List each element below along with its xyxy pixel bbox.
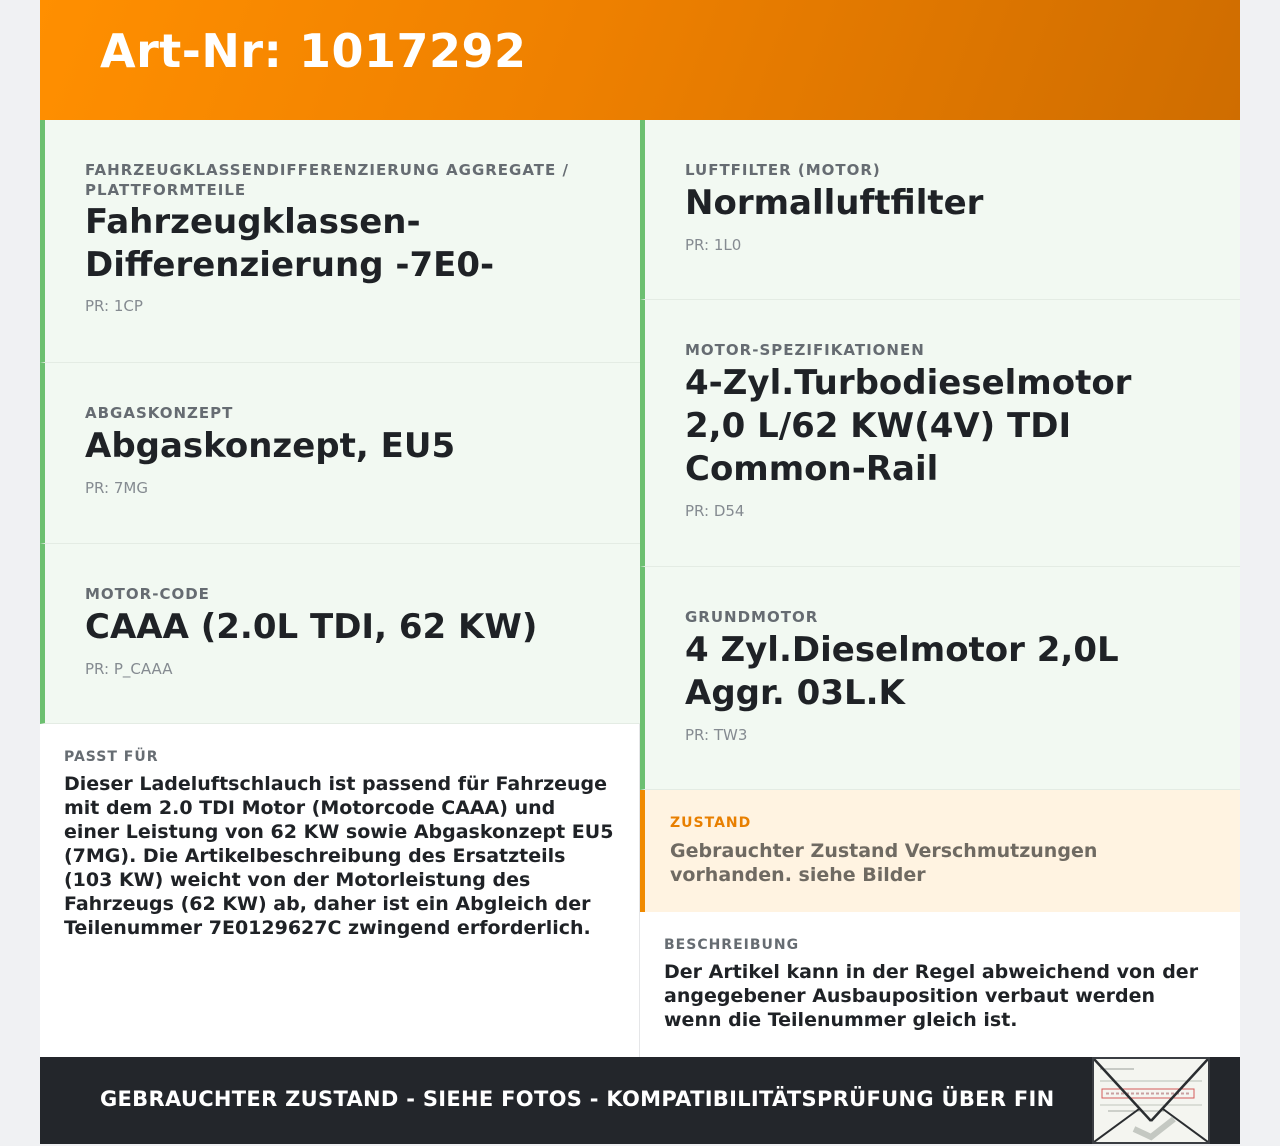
description-section — [640, 936, 1240, 1056]
spec-value: 4 Zyl.Dieselmotor 2,0L Aggr. 03L.K — [685, 630, 1119, 713]
spec-pr-code: PR: 1CP — [85, 297, 143, 315]
spec-card-platform — [40, 120, 640, 363]
listing-page — [40, 0, 1240, 1144]
fits-section — [40, 748, 639, 1048]
condition-section — [640, 790, 1240, 912]
spec-label: ABGASKONZEPT — [85, 404, 234, 422]
spec-card-base-engine — [640, 567, 1240, 790]
spec-value: CAAA (2.0L TDI, 62 KW) — [85, 607, 538, 647]
spec-pr-code: PR: 7MG — [85, 479, 148, 497]
spec-card-motor-spec — [640, 300, 1240, 567]
document-image-icon — [1094, 1059, 1208, 1142]
spec-value: Normalluftfilter — [685, 183, 984, 223]
spec-label: MOTOR-SPEZIFIKATIONEN — [685, 341, 925, 359]
spec-value: Fahrzeugklassen-Differenzierung -7E0- — [85, 202, 495, 285]
description-label: BESCHREIBUNG — [664, 937, 800, 953]
vehicle-document-thumbnail[interactable] — [1092, 1057, 1210, 1144]
spec-pr-code: PR: D54 — [685, 502, 745, 520]
spec-value: 4-Zyl.Turbodieselmotor 2,0 L/62 KW(4V) TDI Common-Rail — [685, 363, 1132, 489]
spec-label: FAHRZEUGKLASSENDIFFERENZIERUNG AGGREGATE / PLATTFORMTEILE — [85, 161, 569, 199]
description-text: Der Artikel kann in der Regel abweichend von der angegebener Ausbauposition verbaut werden wenn die Teilenummer gleich ist. — [664, 961, 1199, 1031]
spec-card-motor-code — [40, 544, 640, 724]
spec-label: GRUNDMOTOR — [685, 608, 819, 626]
footer-bar — [40, 1057, 1240, 1144]
condition-label: ZUSTAND — [670, 815, 752, 831]
spec-value: Abgaskonzept, EU5 — [85, 426, 456, 466]
fits-text: Dieser Ladeluftschlauch ist passend für Fahrzeuge mit dem 2.0 TDI Motor (Motorcode CAAA) und einer Leistung von 62 KW sowie Abgaskonzept EU5 (7MG). Die Artikelbeschreibung des Ersatzteils (103 KW) weicht von der Motorleistung des Fahrzeugs (62 KW) ab, daher ist ein Abgleich der Teilenummer 7E0129627C zwingend erforderlich. — [64, 773, 614, 939]
spec-pr-code: PR: TW3 — [685, 726, 748, 744]
fits-label: PASST FÜR — [64, 749, 159, 765]
spec-label: LUFTFILTER (MOTOR) — [685, 161, 881, 179]
spec-pr-code: PR: 1L0 — [685, 236, 742, 254]
spec-card-exhaust — [40, 363, 640, 544]
spec-pr-code: PR: P_CAAA — [85, 660, 173, 678]
article-number-title: Art-Nr: 1017292 — [100, 24, 527, 78]
spec-card-air-filter — [640, 120, 1240, 300]
footer-text: GEBRAUCHTER ZUSTAND - SIEHE FOTOS - KOMPATIBILITÄTSPRÜFUNG ÜBER FIN — [100, 1087, 1055, 1111]
spec-label: MOTOR-CODE — [85, 585, 210, 603]
condition-text: Gebrauchter Zustand Verschmutzungen vorhanden. siehe Bilder — [670, 840, 1098, 886]
header-banner — [40, 0, 1240, 120]
